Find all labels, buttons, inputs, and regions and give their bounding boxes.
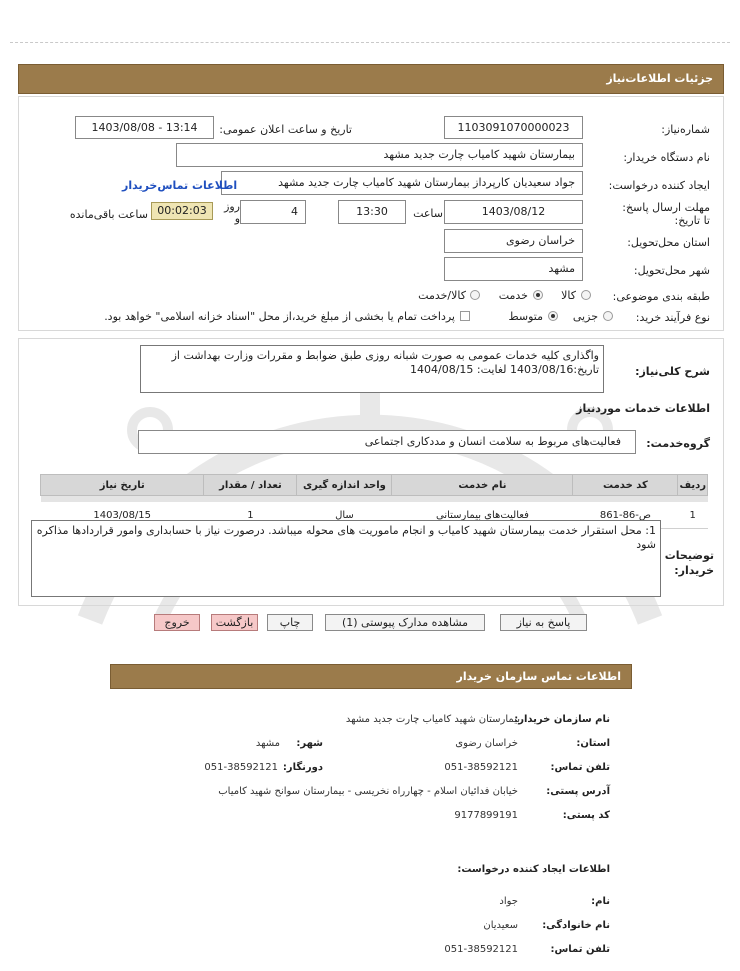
- category-radio-service[interactable]: [533, 290, 543, 300]
- deadline-label: مهلت ارسال پاسخ: تا تاریخ:: [622, 201, 710, 227]
- days-field: 4: [240, 200, 306, 224]
- creator-last-name-label: نام خانوادگی:: [542, 920, 610, 931]
- process-label: نوع فرآیند خرید:: [635, 311, 710, 324]
- need-number-label: شماره‌نیاز:: [661, 123, 710, 136]
- creator-phone-value: 051-38592121: [444, 944, 518, 955]
- remaining-label: ساعت باقی‌مانده: [69, 208, 148, 221]
- cell-row: 1: [678, 502, 708, 529]
- province-field: خراسان رضوی: [444, 229, 583, 253]
- col-code: کد خدمت: [573, 475, 678, 496]
- treasury-payment-checkbox[interactable]: [460, 311, 470, 321]
- org-name-value: بیمارستان شهید کامیاب چارت جدید مشهد: [345, 714, 520, 725]
- col-unit: واحد اندازه گیری: [297, 475, 392, 496]
- contact-postal-value: 9177899191: [454, 810, 518, 821]
- col-qty: تعداد / مقدار: [204, 475, 297, 496]
- process-option-medium: متوسط: [508, 310, 543, 323]
- remaining-timer: 00:02:03: [151, 202, 213, 220]
- city-label: شهر محل‌تحویل:: [633, 264, 710, 277]
- description-text: واگذاری کلیه خدمات عمومی به صورت شبانه روزی طبق ضوابط و مقررات وزارت بهداشت از تاریخ:1403/08/16 لغایت: 1404/08/15: [140, 345, 604, 393]
- cell-name: فعالیت‌های بیمارستانی: [392, 502, 573, 529]
- creator-info-title: اطلاعات ایجاد کننده درخواست:: [457, 864, 610, 875]
- org-name-label: نام سازمان خریدار:: [514, 714, 610, 725]
- announce-label: تاریخ و ساعت اعلان عمومی:: [219, 123, 352, 136]
- cell-code: ص-86-861: [573, 502, 678, 529]
- contact-province-label: استان:: [576, 738, 610, 749]
- contact-fax-label: دورنگار:: [282, 762, 323, 773]
- contact-province-value: خراسان رضوی: [455, 738, 518, 749]
- category-option-goods: کالا: [561, 289, 576, 302]
- top-divider: [10, 42, 730, 43]
- page-header: جزئیات اطلاعات‌نیاز: [18, 64, 724, 94]
- contact-header: اطلاعات تماس سازمان خریدار: [110, 664, 632, 689]
- col-name: نام خدمت: [392, 475, 573, 496]
- category-option-both: کالا/خدمت: [418, 289, 466, 302]
- process-radio-medium[interactable]: [548, 311, 558, 321]
- col-row: ردیف: [678, 475, 708, 496]
- contact-phone-label: تلفن تماس:: [550, 762, 610, 773]
- province-label: استان محل‌تحویل:: [627, 236, 710, 249]
- service-group-label: گروه‌خدمت:: [646, 437, 710, 450]
- day-label: روز و: [224, 200, 240, 225]
- buyer-notes-label: توضیحات خریدار:: [664, 549, 714, 577]
- print-button[interactable]: چاپ: [267, 614, 313, 631]
- contact-phone-value: 051-38592121: [444, 762, 518, 773]
- category-radio-goods[interactable]: [581, 290, 591, 300]
- category-option-service: خدمت: [498, 289, 528, 302]
- process-option-minor: جزیی: [572, 310, 598, 323]
- contact-city-value: مشهد: [255, 738, 280, 749]
- buyer-contact-link[interactable]: اطلاعات تماس‌خریدار: [122, 179, 238, 192]
- service-group-field: فعالیت‌های مربوط به سلامت انسان و مددکاری اجتماعی: [138, 430, 636, 454]
- contact-postal-label: کد پستی:: [562, 810, 610, 821]
- process-radio-minor[interactable]: [603, 311, 613, 321]
- city-field: مشهد: [444, 257, 583, 281]
- cell-qty: 1: [204, 502, 297, 529]
- description-label: شرح کلی‌نیاز:: [635, 365, 710, 378]
- attachments-button[interactable]: مشاهده مدارک پیوستی (1): [325, 614, 485, 631]
- exit-button[interactable]: خروج: [154, 614, 200, 631]
- services-title: اطلاعات خدمات موردنیاز: [576, 402, 710, 415]
- contact-fax-value: 051-38592121: [204, 762, 278, 773]
- creator-field: جواد سعیدیان کارپرداز بیمارستان شهید کامیاب چارت جدید مشهد: [221, 171, 583, 195]
- creator-phone-label: تلفن تماس:: [550, 944, 610, 955]
- buyer-org-field: بیمارستان شهید کامیاب چارت جدید مشهد: [176, 143, 583, 167]
- buyer-notes-text: 1: محل استقرار خدمت بیمارستان شهید کامیاب و انجام ماموریت های محوله میباشد. درصورت نیاز با حسابداری وامور قراردادها مذاکره شود: [31, 520, 661, 597]
- deadline-time-field: 13:30: [338, 200, 406, 224]
- creator-first-name-label: نام:: [591, 896, 610, 907]
- contact-address-value: خیابان فدائیان اسلام - چهارراه نخریسی - بیمارستان سوانح شهید کامیاب: [218, 786, 518, 797]
- time-label: ساعت: [413, 207, 443, 220]
- payment-note: پرداخت تمام یا بخشی از مبلغ خرید،از محل "اسناد خزانه اسلامی" خواهد بود.: [104, 310, 455, 323]
- back-button[interactable]: بازگشت: [211, 614, 258, 631]
- cell-unit: سال: [297, 502, 392, 529]
- cell-date: 1403/08/15: [41, 502, 204, 529]
- announce-field: 1403/08/08 - 13:14: [75, 116, 214, 139]
- category-label: طبقه بندی موضوعی:: [612, 290, 710, 303]
- contact-address-label: آدرس پستی:: [546, 786, 610, 797]
- creator-last-name-value: سعیدیان: [483, 920, 518, 931]
- deadline-date-field: 1403/08/12: [444, 200, 583, 224]
- creator-first-name-value: جواد: [499, 896, 518, 907]
- buyer-org-label: نام دستگاه خریدار:: [623, 151, 710, 164]
- contact-city-label: شهر:: [296, 738, 323, 749]
- col-date: تاریخ نیاز: [41, 475, 204, 496]
- need-number-field: 1103091070000023: [444, 116, 583, 139]
- creator-label: ایجاد کننده درخواست:: [608, 179, 710, 192]
- category-radio-both[interactable]: [470, 290, 480, 300]
- reply-button[interactable]: پاسخ به نیاز: [500, 614, 587, 631]
